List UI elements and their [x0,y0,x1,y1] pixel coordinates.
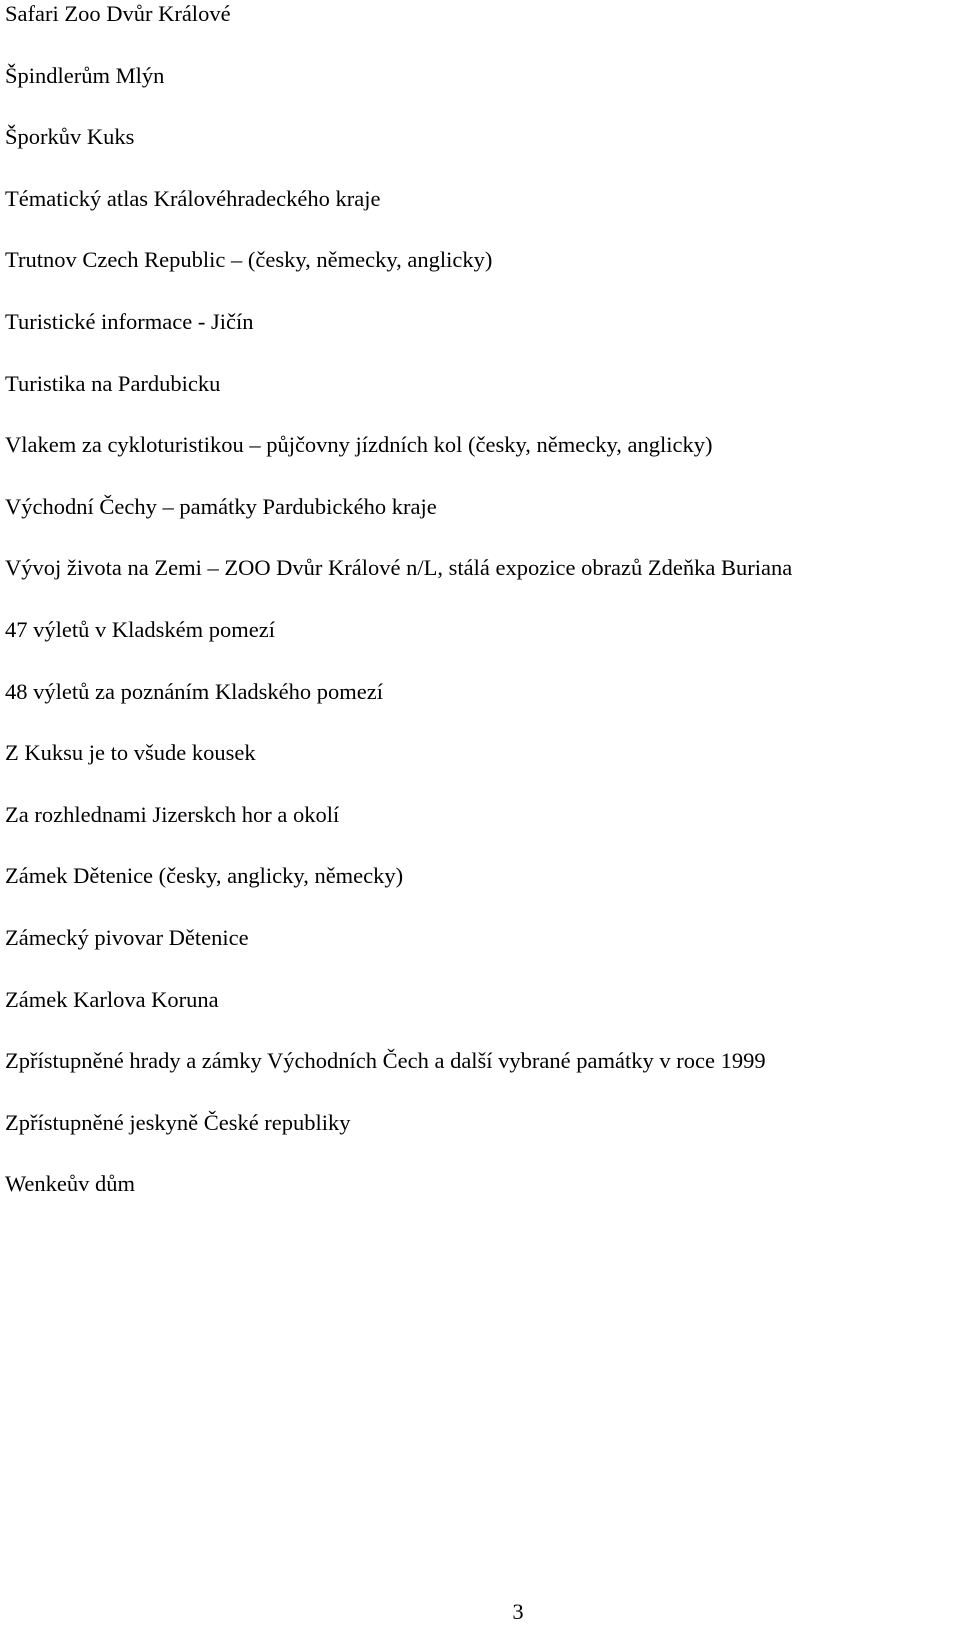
list-item: Turistické informace - Jičín [5,308,254,334]
list-item: Zpřístupněné hrady a zámky Východních Čech a další vybrané památky v roce 1999 [5,1048,766,1074]
list-item: Zámecký pivovar Dětenice [5,924,249,950]
list-item: Trutnov Czech Republic – (česky, německy, anglicky) [5,247,493,273]
list-item: Šporkův Kuks [5,124,135,150]
list-item: Tématický atlas Královéhradeckého kraje [5,185,381,211]
list-item: Zpřístupněné jeskyně České republiky [5,1109,351,1135]
list-item: Turistika na Pardubicku [5,370,221,396]
list-item: 47 výletů v Kladském pomezí [5,616,275,642]
list-item: Z Kuksu je to všude kousek [5,740,256,766]
list-item: Safari Zoo Dvůr Králové [5,1,231,26]
list-item: Zámek Karlova Koruna [5,986,219,1012]
list-item: Wenkeův dům [5,1171,136,1197]
list-item: 48 výletů za poznáním Kladského pomezí [5,678,384,704]
list-item: Zámek Dětenice (česky, anglicky, německy) [5,863,404,889]
list-item: Za rozhlednami Jizerskch hor a okolí [5,801,340,827]
list-item: Špindlerům Mlýn [5,62,165,88]
list-item: Vývoj života na Zemi – ZOO Dvůr Králové n/L, stálá expozice obrazů Zdeňka Buriana [5,555,793,581]
list-item: Vlakem za cykloturistikou – půjčovny jízdních kol (česky, německy, anglicky) [5,432,713,458]
list-item: Východní Čechy – památky Pardubického kraje [5,493,437,519]
page-number: 3 [512,1599,524,1624]
source-list [5,0,955,1232]
